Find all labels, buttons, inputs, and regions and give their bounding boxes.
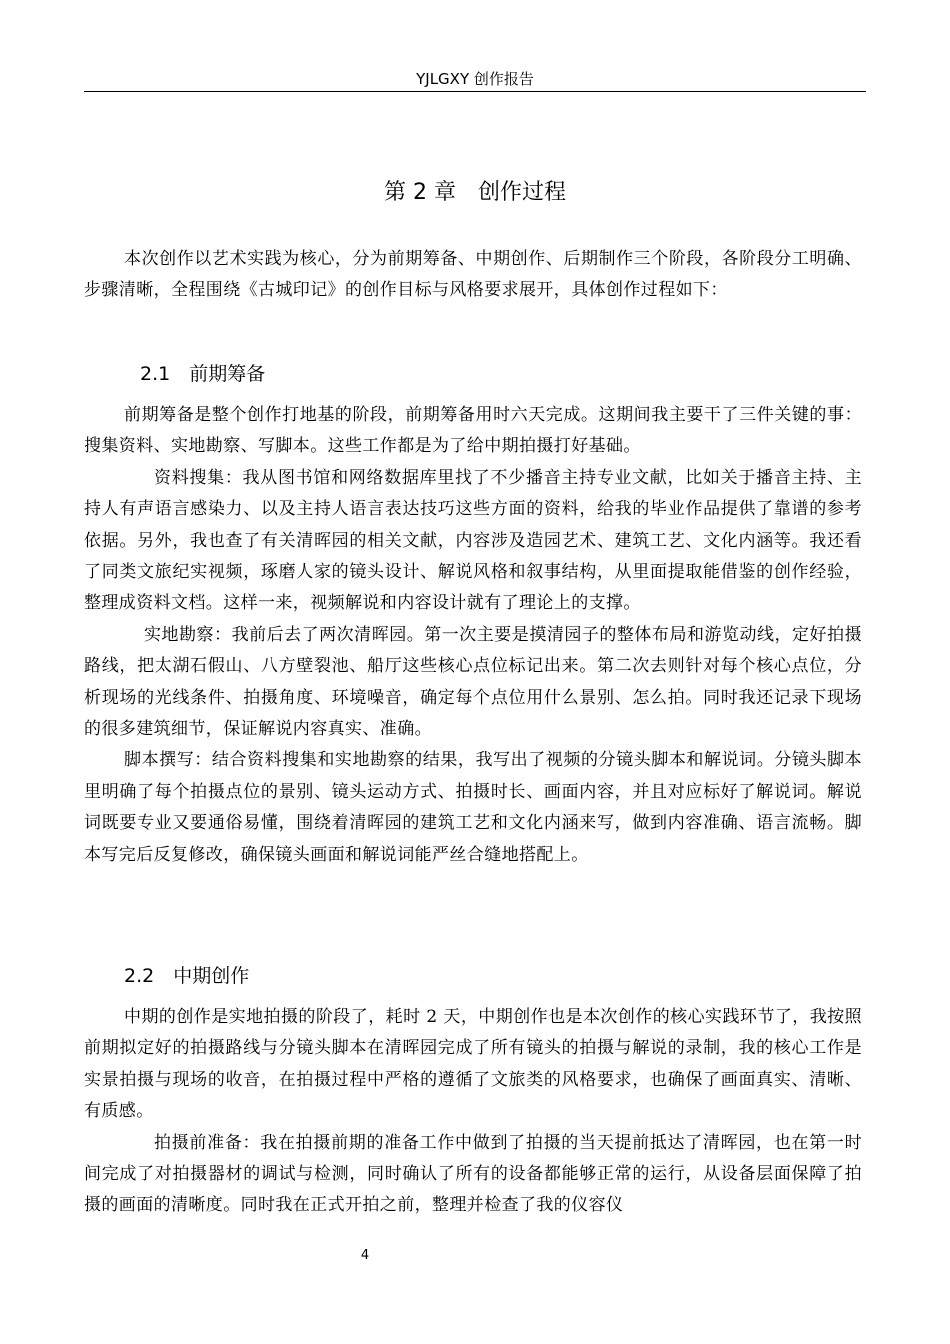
paragraph: 脚本撰写：结合资料搜集和实地勘察的结果，我写出了视频的分镜头脚本和解说词。分镜头脚本里明确了每个拍摄点位的景别、镜头运动方式、拍摄时长、画面内容，并且对应标好了解说词。解说词既要专业又要通俗易懂，围绕着清晖园的建筑工艺和文化内涵来写，做到内容准确、语言流畅。脚本写完后反复修改，确保镜头画面和解说词能严丝合缝地搭配上。 <box>84 750 862 865</box>
intro-paragraph: 本次创作以艺术实践为核心，分为前期筹备、中期创作、后期制作三个阶段，各阶段分工明确、步骤清晰，全程围绕《古城印记》的创作目标与风格要求展开，具体创作过程如下： <box>84 249 862 301</box>
paragraph: 实地勘察：我前后去了两次清晖园。第一次主要是摸清园子的整体布局和游览动线，定好拍摄路线，把太湖石假山、八方壁裂池、船厅这些核心点位标记出来。第二次去则针对每个核心点位，分析现场的光线条件、拍摄角度、环境噪音，确定每个点位用什么景别、怎么拍。同时我还记录下现场的很多建筑细节，保证解说内容真实、准确。 <box>84 624 862 740</box>
chapter-title: 第 2 章 创作过程 <box>384 180 566 205</box>
paragraph: 拍摄前准备：我在拍摄前期的准备工作中做到了拍摄的当天提前抵达了清晖园，也在第一时间完成了对拍摄器材的调试与检测，同时确认了所有的设备都能够正常的运行，从设备层面保障了拍摄的画面的清晰度。同时我在正式开拍之前，整理并检查了我的仪容仪 <box>84 1132 862 1216</box>
paragraph: 资料搜集：我从图书馆和网络数据库里找了不少播音主持专业文献，比如关于播音主持、主持人有声语言感染力、以及主持人语言表达技巧这些方面的资料，给我的毕业作品提供了靠谱的参考依据。另外，我也查了有关清晖园的相关文献，内容涉及造园艺术、建筑工艺、文化内涵等。我还看了同类文旅纪实视频，琢磨人家的镜头设计、解说风格和叙事结构，从里面提取能借鉴的创作经验，整理成资料文档。这样一来，视频解说和内容设计就有了理论上的支撑。 <box>84 467 862 614</box>
section-heading-2-1: 2.1 前期筹备 <box>140 363 266 385</box>
page-number: 4 <box>360 1248 370 1263</box>
running-header: YJLGXY 创作报告 <box>416 70 534 88</box>
section-2-2-body <box>84 1002 862 1222</box>
paragraph: 中期的创作是实地拍摄的阶段了，耗时 2 天，中期创作也是本次创作的核心实践环节了，我按照前期拟定好的拍摄路线与分镜头脚本在清晖园完成了所有镜头的拍摄与解说的录制，我的核心工作是实景拍摄与现场的收音，在拍摄过程中严格的遵循了文旅类的风格要求，也确保了画面真实、清晰、有质感。 <box>84 1007 862 1122</box>
section-heading-2-2: 2.2 中期创作 <box>124 965 250 987</box>
paragraph: 前期筹备是整个创作打地基的阶段，前期筹备用时六天完成。这期间我主要干了三件关键的事：搜集资料、实地勘察、写脚本。这些工作都是为了给中期拍摄打好基础。 <box>84 405 862 457</box>
section-2-1-body <box>84 400 862 871</box>
intro-block <box>84 244 862 307</box>
header-rule <box>84 91 866 92</box>
